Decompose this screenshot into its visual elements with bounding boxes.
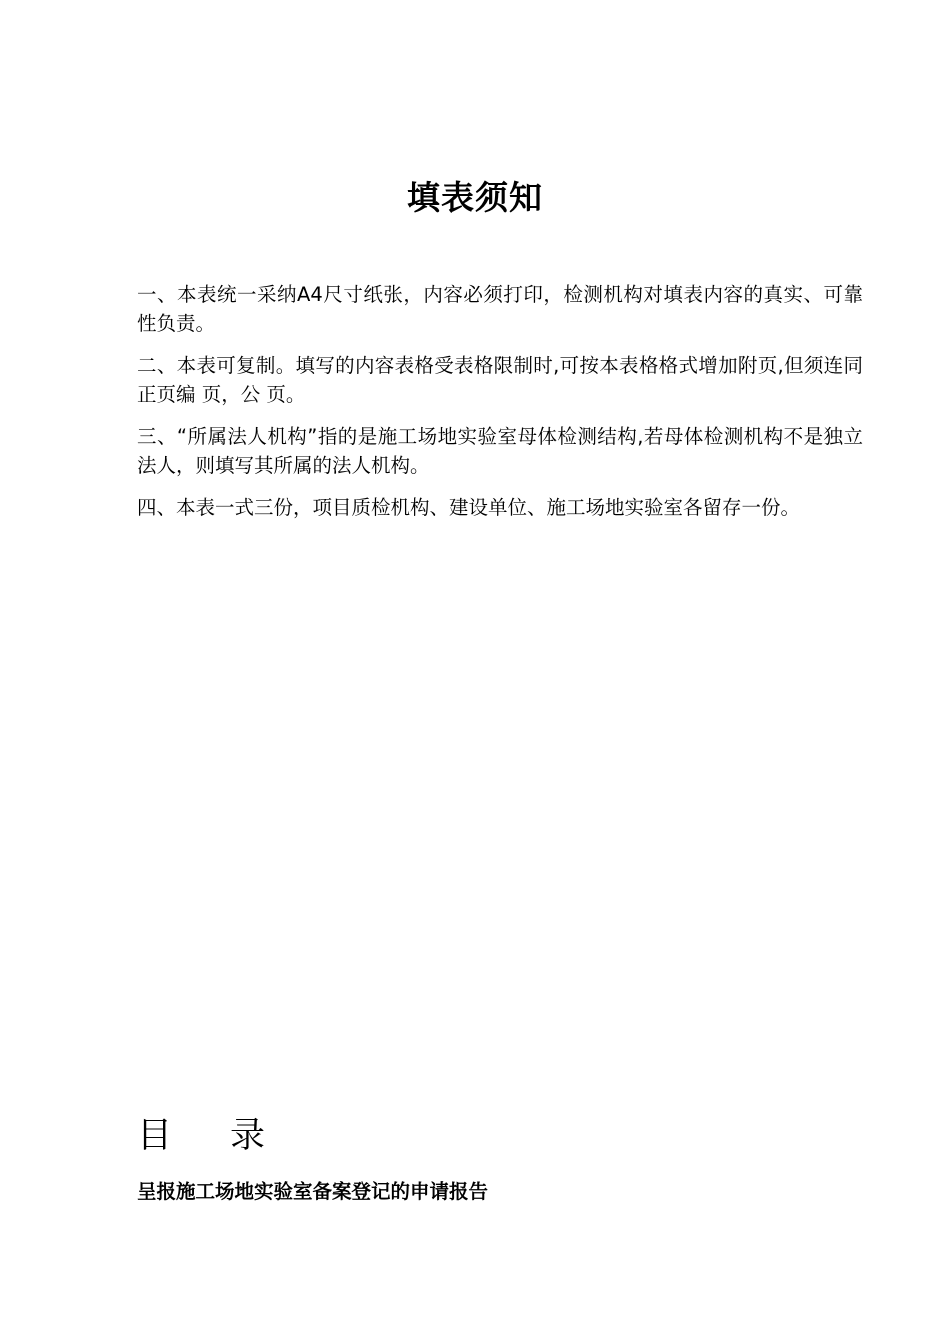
notice-list	[137, 280, 863, 535]
notice-item-4: 四、本表一式三份，项目质检机构、建设单位、施工场地实验室各留存一份。	[137, 496, 801, 519]
notice-item-3: 三、“所属法人机构”指的是施工场地实验室母体检测结构,若母体检测机构不是独立法人，则填写其所属的法人机构。	[137, 425, 863, 477]
notice-item-2: 二、本表可复制。填写的内容表格受表格限制时,可按本表格格式增加附页,但须连同正页编 页，公 页。	[137, 354, 863, 406]
toc-title	[137, 1108, 265, 1158]
toc-item-1[interactable]: 呈报施工场地实验室备案登记的申请报告	[137, 1180, 489, 1203]
toc-title-part1: 目	[137, 1116, 173, 1156]
notice-title: 填表须知	[407, 178, 543, 217]
toc-title-part2: 录	[230, 1116, 266, 1156]
notice-item-1: 一、本表统一采纳A4尺寸纸张，内容必须打印，检测机构对填表内容的真实、可靠性负责。	[137, 283, 863, 335]
